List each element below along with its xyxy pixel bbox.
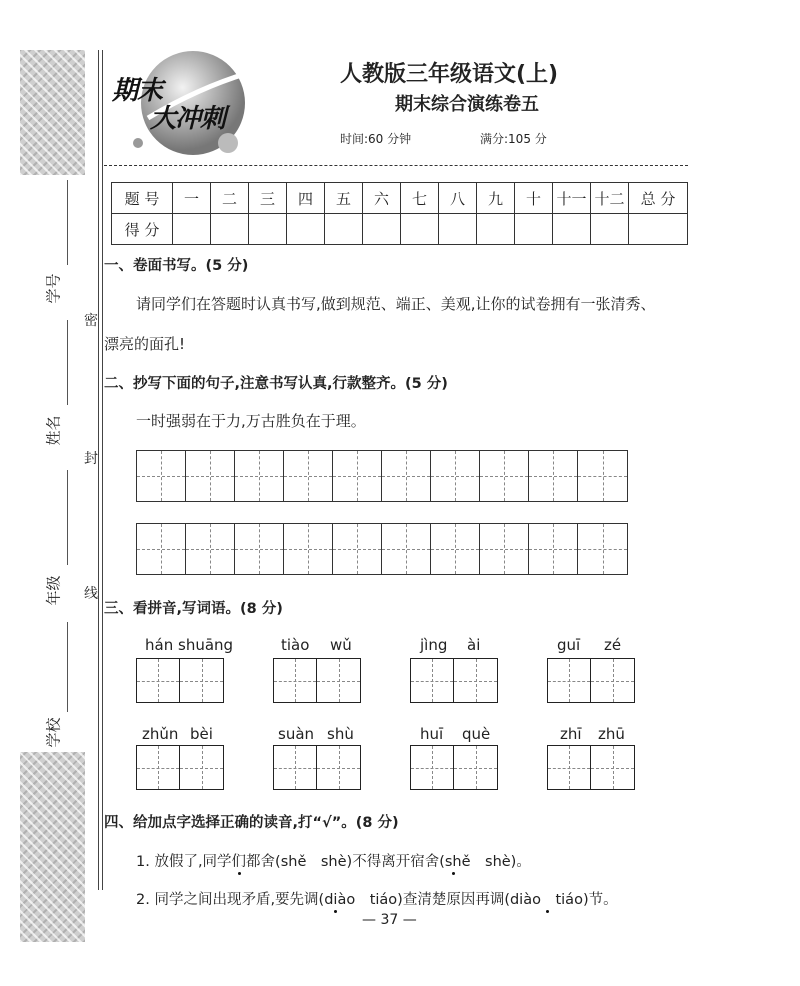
score-table-header-row — [112, 183, 688, 214]
pinyin-1a: hán — [145, 636, 174, 654]
score-cell[interactable] — [439, 214, 477, 245]
grid-cell[interactable] — [382, 451, 431, 501]
box-cell[interactable] — [454, 746, 497, 789]
score-cell[interactable] — [287, 214, 325, 245]
grid-cell[interactable] — [235, 451, 284, 501]
col-total: 总 分 — [629, 183, 688, 214]
pinyin-3a: jìng — [420, 636, 448, 654]
pinyin-4b: zé — [604, 636, 622, 654]
grid-cell[interactable] — [529, 524, 578, 574]
student-id-label: 学号 — [44, 273, 63, 304]
margin-pattern-top — [20, 50, 85, 175]
emphasis-dot — [238, 872, 241, 875]
grid-cell[interactable] — [137, 524, 186, 574]
page-number: — 37 — — [362, 912, 417, 928]
answer-box-6[interactable] — [273, 745, 361, 790]
box-cell[interactable] — [454, 659, 497, 702]
pinyin-7b: què — [462, 725, 491, 743]
copy-sentence: 一时强弱在于力,万古胜负在于理。 — [136, 412, 366, 430]
grid-cell[interactable] — [431, 451, 480, 501]
answer-box-2[interactable] — [273, 658, 361, 703]
margin-pattern-bottom — [20, 752, 85, 942]
grid-cell[interactable] — [529, 451, 578, 501]
col-9: 九 — [477, 183, 515, 214]
seal-char-xian: 线 — [84, 586, 98, 602]
grade-label: 年级 — [44, 575, 63, 606]
box-cell[interactable] — [591, 746, 634, 789]
page-title: 人教版三年级语文(上) — [340, 62, 559, 87]
pinyin-8b: zhū — [598, 725, 625, 743]
row-header-cell: 题 号 — [112, 183, 173, 214]
box-cell[interactable] — [137, 746, 180, 789]
col-8: 八 — [439, 183, 477, 214]
grid-cell[interactable] — [284, 451, 333, 501]
grid-cell[interactable] — [333, 451, 382, 501]
section-1-text-1: 请同学们在答题时认真书写,做到规范、端正、美观,让你的试卷拥有一张清秀、 — [136, 295, 656, 313]
answer-box-3[interactable] — [410, 658, 498, 703]
pinyin-5a: zhǔn — [142, 725, 179, 743]
student-id-line — [67, 180, 68, 265]
box-cell[interactable] — [137, 659, 180, 702]
exam-time: 时间:60 分钟 — [340, 132, 412, 146]
grid-cell[interactable] — [284, 524, 333, 574]
pinyin-7a: huī — [420, 725, 444, 743]
name-label: 姓名 — [44, 415, 63, 446]
score-table — [111, 182, 688, 245]
box-cell[interactable] — [548, 746, 591, 789]
box-cell[interactable] — [548, 659, 591, 702]
writing-grid-2[interactable] — [136, 523, 628, 575]
score-cell[interactable] — [249, 214, 287, 245]
section-4-heading: 四、给加点字选择正确的读音,打“√”。(8 分) — [104, 815, 399, 831]
grid-cell[interactable] — [186, 524, 235, 574]
score-cell[interactable] — [211, 214, 249, 245]
answer-box-5[interactable] — [136, 745, 224, 790]
answer-box-7[interactable] — [410, 745, 498, 790]
page-subtitle: 期末综合演练卷五 — [395, 94, 539, 115]
col-2: 二 — [211, 183, 249, 214]
pinyin-1b: shuāng — [178, 636, 234, 654]
box-cell[interactable] — [411, 746, 454, 789]
pinyin-6b: shù — [327, 725, 354, 743]
emphasis-dot — [452, 872, 455, 875]
grid-cell[interactable] — [137, 451, 186, 501]
col-6: 六 — [363, 183, 401, 214]
section-3-heading: 三、看拼音,写词语。(8 分) — [104, 601, 283, 617]
logo — [108, 48, 258, 158]
pinyin-2a: tiào — [281, 636, 310, 654]
emphasis-dot — [546, 910, 549, 913]
score-cell[interactable] — [629, 214, 688, 245]
score-cell[interactable] — [515, 214, 553, 245]
section-1-heading: 一、卷面书写。(5 分) — [104, 258, 249, 274]
col-10: 十 — [515, 183, 553, 214]
col-5: 五 — [325, 183, 363, 214]
score-cell[interactable] — [477, 214, 515, 245]
col-11: 十一 — [553, 183, 591, 214]
seal-char-feng: 封 — [84, 451, 98, 467]
box-cell[interactable] — [180, 659, 223, 702]
box-cell[interactable] — [274, 659, 317, 702]
answer-box-1[interactable] — [136, 658, 224, 703]
name-line — [67, 320, 68, 405]
grid-cell[interactable] — [333, 524, 382, 574]
school-line — [67, 622, 68, 712]
score-cell[interactable] — [325, 214, 363, 245]
box-cell[interactable] — [274, 746, 317, 789]
grid-cell[interactable] — [480, 524, 529, 574]
grid-cell[interactable] — [186, 451, 235, 501]
score-cell[interactable] — [363, 214, 401, 245]
margin-line-outer — [98, 50, 99, 890]
score-table-score-row — [112, 214, 688, 245]
box-cell[interactable] — [411, 659, 454, 702]
grid-cell[interactable] — [235, 524, 284, 574]
margin-line-inner — [102, 50, 103, 890]
box-cell[interactable] — [317, 659, 360, 702]
pinyin-5b: bèi — [190, 725, 213, 743]
header-divider — [104, 165, 688, 166]
writing-grid-1[interactable] — [136, 450, 628, 502]
col-4: 四 — [287, 183, 325, 214]
score-cell[interactable] — [591, 214, 629, 245]
score-label-cell: 得 分 — [112, 214, 173, 245]
emphasis-dot — [334, 910, 337, 913]
question-4-2: 2. 同学之间出现矛盾,要先调(diào tiáo)查清楚原因再调(diào tiáo)节。 — [136, 892, 618, 908]
grid-cell[interactable] — [382, 524, 431, 574]
box-cell[interactable] — [180, 746, 223, 789]
score-cell[interactable] — [553, 214, 591, 245]
score-cell[interactable] — [173, 214, 211, 245]
score-cell[interactable] — [401, 214, 439, 245]
logo-text-2: 大冲刺 — [150, 104, 226, 134]
col-3: 三 — [249, 183, 287, 214]
col-12: 十二 — [591, 183, 629, 214]
box-cell[interactable] — [591, 659, 634, 702]
pinyin-8a: zhī — [560, 725, 582, 743]
answer-box-4[interactable] — [547, 658, 635, 703]
exam-full-score: 满分:105 分 — [480, 132, 547, 146]
seal-char-mi: 密 — [84, 313, 98, 329]
grid-cell[interactable] — [578, 451, 627, 501]
pinyin-6a: suàn — [278, 725, 315, 743]
pinyin-2b: wǔ — [330, 636, 352, 654]
col-1: 一 — [173, 183, 211, 214]
logo-text-1: 期末 — [112, 76, 163, 106]
col-7: 七 — [401, 183, 439, 214]
answer-box-8[interactable] — [547, 745, 635, 790]
section-2-heading: 二、抄写下面的句子,注意书写认真,行款整齐。(5 分) — [104, 376, 448, 392]
section-1-text-2: 漂亮的面孔! — [104, 335, 186, 353]
school-label: 学校 — [44, 717, 63, 748]
grid-cell[interactable] — [480, 451, 529, 501]
grid-cell[interactable] — [578, 524, 627, 574]
pinyin-4a: guī — [557, 636, 581, 654]
question-4-1: 1. 放假了,同学们都舍(shě shè)不得离开宿舍(shě shè)。 — [136, 854, 531, 870]
pinyin-3b: ài — [467, 636, 481, 654]
grade-line — [67, 470, 68, 565]
grid-cell[interactable] — [431, 524, 480, 574]
box-cell[interactable] — [317, 746, 360, 789]
